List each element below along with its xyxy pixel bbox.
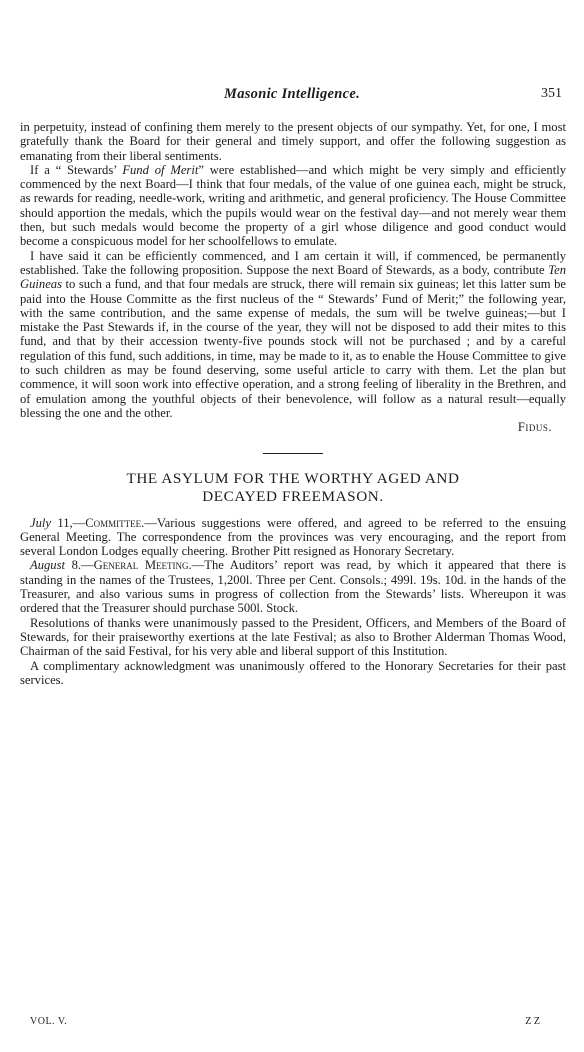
entry-label: Committee. xyxy=(85,515,145,530)
acknowledgment-paragraph: A complimentary acknowledgment was unanimously offered to the Honorary Secretaries for their past services. xyxy=(20,658,566,687)
text-run: —Various suggestions were offered, and agreed to be referred to the ensuing General Meeting. The correspondence from the provinces was very encouraging, and the report from several London Lodges equally cheering. Brother Pitt resigned as Honorary Secretary. xyxy=(20,515,566,559)
letter-section xyxy=(20,120,566,435)
letter-paragraph-2 xyxy=(20,163,566,249)
page-number: 351 xyxy=(541,86,562,101)
fund-of-merit-phrase: Fund of Merit xyxy=(122,162,199,177)
text-run: I have said it can be efficiently commenced, and I am certain it will, if commenced, be permanently established. Take the following proposition. Suppose the next Board of Stewards, as a body, contribute xyxy=(20,248,566,277)
general-meeting-paragraph xyxy=(20,558,566,615)
letter-paragraph-3 xyxy=(20,249,566,421)
letter-signature: Fidus. xyxy=(517,420,552,435)
section-heading xyxy=(20,470,566,506)
letter-paragraph-1: in perpetuity, instead of confining them merely to the present objects of our sympathy. Yet, for one, I most gratefully thank the Board for their general and timely support, and offer the following suggestion as emanating from their liberal sentiments. xyxy=(20,120,566,163)
text-run: —The Auditors’ report was read, by which it appeared that there is standing in the names of the Trustees, 1,200l. Three per Cent. Consols.; 499l. 19s. 10d. in the hands of the Treasurer, and also various sums in progress of collection from the Stewards’ lists. Whereupon it was ordered that the Treasurer should purchase 500l. Stock. xyxy=(20,558,567,616)
running-header xyxy=(22,86,562,106)
entry-date: July xyxy=(30,515,51,530)
committee-paragraph xyxy=(20,516,566,559)
heading-line-1: THE ASYLUM FOR THE WORTHY AGED AND xyxy=(126,469,460,487)
text-run: 8.— xyxy=(64,558,94,573)
signature-mark: Z Z xyxy=(525,1016,540,1027)
text-run: ” were established—and which might be very simply and efficiently commenced by the next Board—I think that four medals, of the value of one guinea each, might be struck, as rewards for reading, needle-work, writing and arithmetic, and general proficiency. The House Committee should apportion the medals, which the pupils would wear on the festival day—and not merely wear them then, but such medals would become the property of a girl whose diligence and good conduct would become a conspicuous model for her schoolfellows to emulate. xyxy=(20,162,566,249)
heading-line-2: DECAYED FREEMASON. xyxy=(202,487,384,505)
text-run: to such a fund, and that four medals are struck, there will remain six guineas; let this latter sum be paid into the House Committe as the first nucleus of the “ Stewards’ Fund of Merit;” the following year, with the same contribution, and the same expense of medals, the sum will be twelve guineas;—but I mistake the Past Stewards if, in the course of the year, they will not be disposed to add their mites to this fund, and that by their accession twenty-five pounds stock will not be purchased ; and by a careful regulation of this fund, such additions, in time, may be made to it, as to enable the House Committee to give to such children as may be found deserving, some useful article to carry with them. Let the plan but commence, it will soon work into effective operation, and a strong feeling of liberality in the Brethren, and of emulation among the youthful objects of their benevolence, will follow as a natural result—equally blessing the one and the other. xyxy=(20,277,566,420)
ten-guineas-phrase: Ten Guineas xyxy=(20,262,566,292)
entry-date: August xyxy=(30,558,65,573)
page-body xyxy=(20,120,566,687)
volume-mark: VOL. V. xyxy=(30,1016,68,1027)
resolutions-paragraph: Resolutions of thanks were unanimously passed to the President, Officers, and Members of the Board of Stewards, for their praiseworthy exertions at the late Festival; as also to Brother Alderman Thomas Wood, Chairman of the said Festival, for his very able and liberal support of this Institution. xyxy=(20,615,566,659)
running-title: Masonic Intelligence. xyxy=(224,86,360,102)
text-run: 11,— xyxy=(50,515,86,530)
entry-label: General Meeting. xyxy=(93,558,192,573)
asylum-section xyxy=(20,470,566,688)
page-footer xyxy=(30,1016,540,1030)
text-run: If a “ Stewards’ xyxy=(30,162,123,177)
section-divider xyxy=(263,453,323,454)
